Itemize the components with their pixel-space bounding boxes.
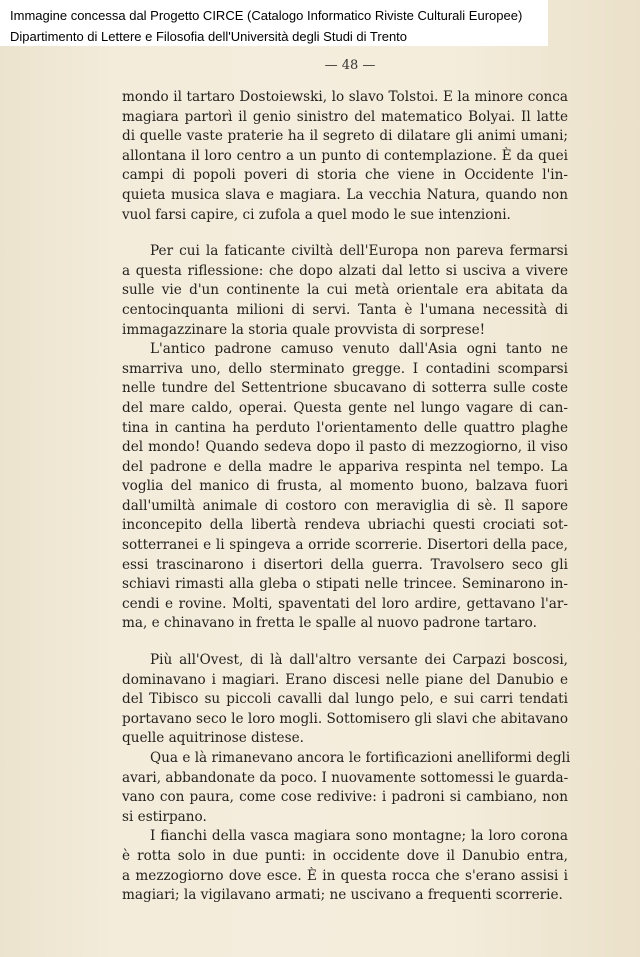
text-line: dominavano i magiari. Erano discesi nelle piane del Danubio e	[122, 671, 568, 688]
text-line: del mare caldo, operai. Questa gente nel lungo vagare di can-	[122, 399, 568, 416]
text-line: portavano seco le loro mogli. Sottomisero gli slavi che abitavano	[122, 710, 569, 727]
text-line: cendi e rovine. Molti, spaventati del loro ardire, gettavano l'ar-	[122, 595, 568, 612]
text-line: centocinquanta milioni di servi. Tanta è l'umana necessità di	[122, 301, 568, 318]
text-line: voglia del manico di frusta, al momento buono, balzava fuori	[122, 478, 568, 495]
text-line: immagazzinare la storia quale provvista di sorprese!	[122, 321, 486, 338]
text-line: sotterranei e li spingeva a orride scorrerie. Disertori della pace,	[122, 537, 568, 554]
text-line: allontana il loro centro a un punto di contemplazione. È da quei	[122, 147, 568, 164]
text-line: smarriva uno, dello sterminato gregge. I contadini scomparsi	[122, 360, 568, 377]
paragraph	[122, 827, 568, 905]
text-line: di quelle vaste praterie ha il segreto di dilatare gli animi umani;	[122, 128, 568, 145]
text-line: essi trascinarono i disertori della guerra. Travolsero seco gli	[122, 556, 568, 573]
text-line: a mezzogiorno dove esce. È in questa rocca che s'erano assisi i	[122, 867, 568, 884]
text-line: del mondo! Quando sedeva dopo il pasto di mezzogiorno, il viso	[122, 439, 568, 456]
text-line: si estirpano.	[122, 808, 207, 825]
paragraph	[122, 340, 568, 634]
text-line: Più all'Ovest, di là dall'altro versante dei Carpazi boscosi,	[150, 652, 568, 669]
text-line: inconcepito della libertà rendeva ubriachi questi crociati sot-	[122, 517, 568, 534]
text-line: è rotta solo in due punti: in occidente dove il Danubio entra,	[122, 847, 568, 864]
text-line: I fianchi della vasca magiara sono montagne; la loro corona	[150, 828, 568, 845]
text-line: nelle tundre del Settentrione sbucavano di sotterra sulle coste	[122, 380, 568, 397]
text-line: sulle vie d'un continente la cui metà orientale era abitata da	[122, 282, 568, 299]
text-line: quelle aquitrinose distese.	[122, 730, 304, 747]
credit-line-2: Dipartimento di Lettere e Filosofia dell'Università degli Studi di Trento	[10, 29, 408, 44]
text-line: dall'umiltà animale di costoro con meraviglia di sè. Il sapore	[122, 497, 568, 514]
credit-line-1: Immagine concessa dal Progetto CIRCE (Catalogo Informatico Riviste Culturali Europee)	[10, 8, 523, 23]
paragraph	[122, 651, 568, 749]
text-line: del Tibisco su piccoli cavalli dal lungo pelo, e sui carri tendati	[122, 691, 568, 708]
paragraph	[122, 88, 568, 225]
text-line: magiari; la vigilavano armati; ne uscivano a frequenti scorrerie.	[122, 887, 563, 904]
text-line: Qua e là rimanevano ancora le fortificazioni anelliformi degli	[150, 750, 571, 766]
image-credit-banner	[0, 0, 548, 46]
text-line: L'antico padrone camuso venuto dall'Asia ogni tanto ne	[150, 341, 568, 358]
text-line: schiavi rimasti alla gleba o stipati nelle trincee. Seminarono in-	[122, 576, 568, 593]
paragraph	[122, 242, 568, 340]
paragraph-gap	[122, 634, 568, 651]
text-line: vuol farsi capire, ci zufola a quel modo le sue intenzioni.	[122, 206, 511, 223]
text-line: ma, e chinavano in fretta le spalle al nuovo padrone tartaro.	[122, 615, 537, 632]
text-line: campi di popoli poveri di storia che viene in Occidente l'in-	[122, 167, 568, 184]
paragraph	[122, 749, 571, 827]
text-line: avari, abbandonate da poco. I nuovamente sottomessi le guarda-	[122, 769, 569, 786]
text-line: Per cui la faticante civiltà dell'Europa non pareva fermarsi	[150, 243, 568, 260]
body-text	[122, 88, 571, 906]
paragraph-gap	[122, 225, 568, 242]
text-line: a questa riflessione: che dopo alzati dal letto si usciva a vivere	[122, 262, 568, 279]
text-line: tina in cantina ha perduto l'orientamento delle quattro plaghe	[122, 419, 568, 436]
text-line: magiara partorì il genio sinistro del matematico Bolyai. Il latte	[122, 108, 568, 125]
text-line: del padrone e della madre le appariva respinta nel tempo. La	[122, 458, 568, 475]
text-line: mondo il tartaro Dostoiewski, lo slavo Tolstoi. E la minore conca	[122, 89, 568, 105]
text-line: vano con paura, come cose redivive: i padroni si cambiano, non	[122, 789, 568, 806]
page-number: — 48 —	[324, 58, 376, 73]
text-line: quieta musica slava e magiara. La vecchia Natura, quando non	[122, 186, 568, 203]
